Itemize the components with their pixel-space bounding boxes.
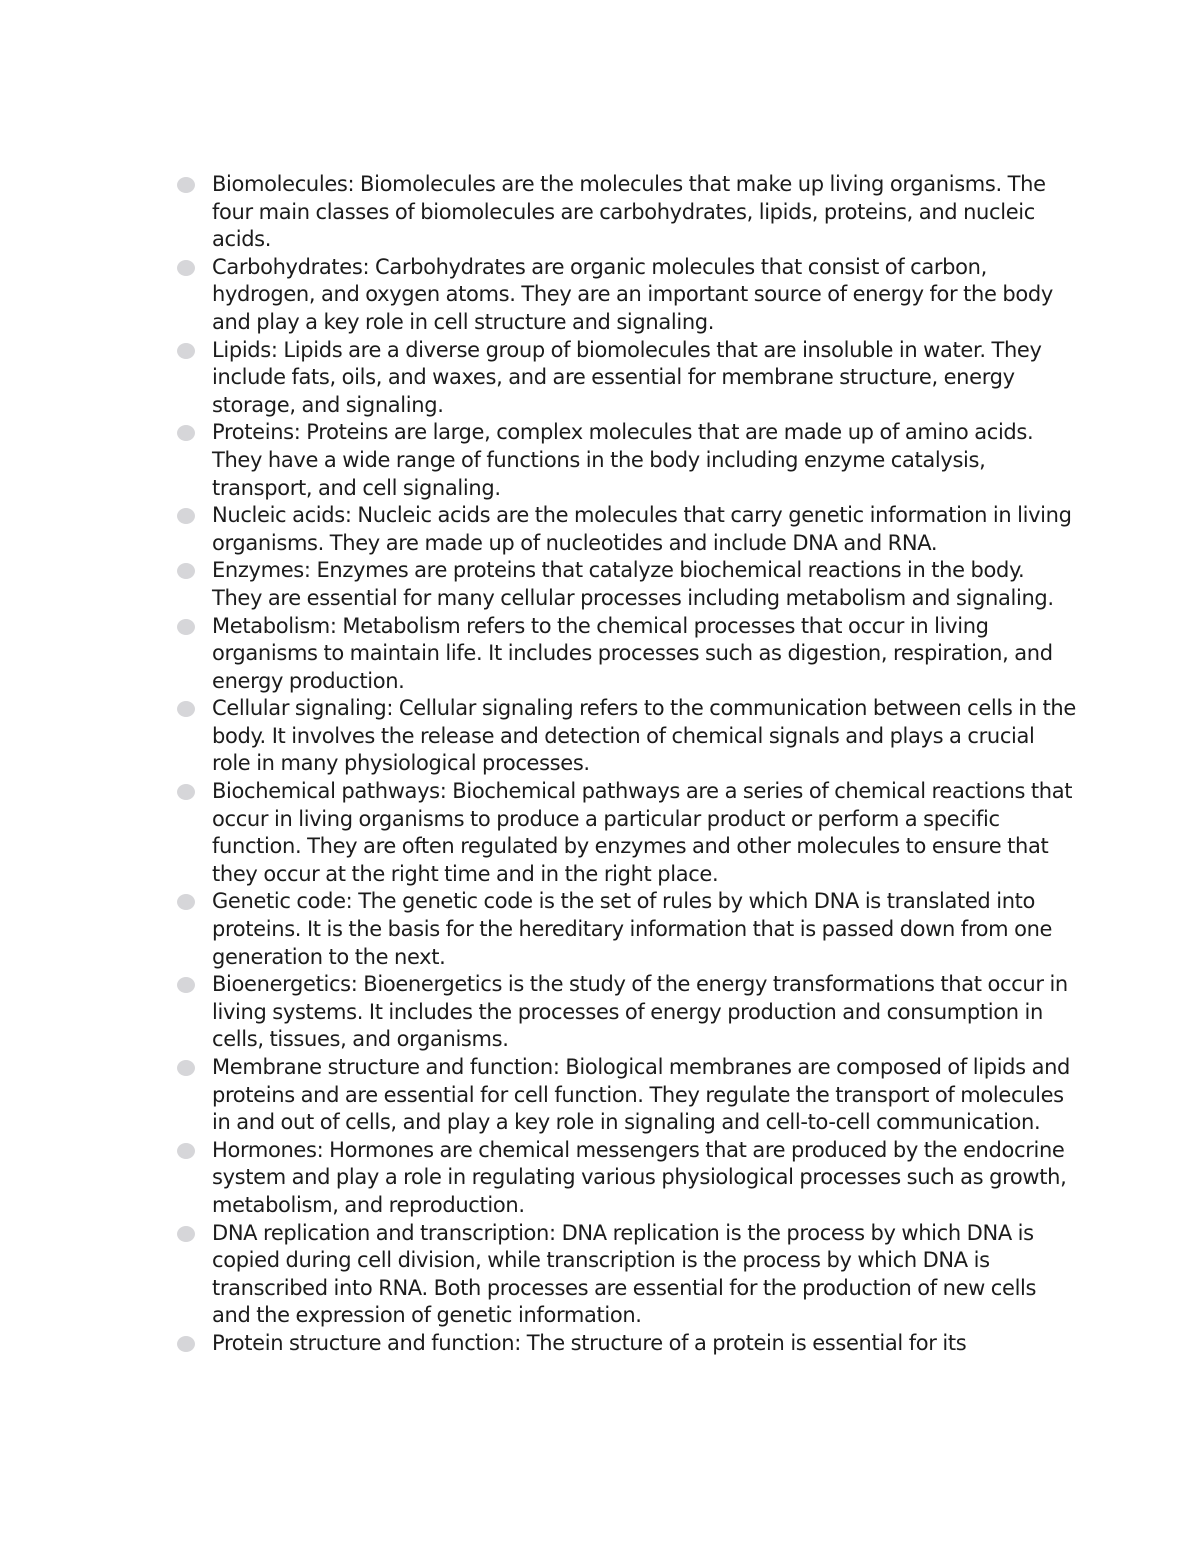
list-item <box>176 613 1076 696</box>
list-item-text: Enzymes: Enzymes are proteins that catalyze biochemical reactions in the body. They are essential for many cellular processes including metabolism and signaling. <box>212 558 1054 610</box>
list-item-text: Bioenergetics: Bioenergetics is the study of the energy transformations that occur in living systems. It includes the processes of energy production and consumption in cells, tissues, and organisms. <box>212 972 1068 1052</box>
list-item-text: Protein structure and function: The structure of a protein is essential for its <box>212 1330 967 1355</box>
list-item-text: Carbohydrates: Carbohydrates are organic molecules that consist of carbon, hydrogen, and oxygen atoms. They are an important source of energy for the body and play a key role in cell structure and signaling. <box>212 254 1053 334</box>
list-item-text: Biomolecules: Biomolecules are the molecules that make up living organisms. The four main classes of biomolecules are carbohydrates, lipids, proteins, and nucleic acids. <box>212 172 1046 252</box>
list-item <box>176 1330 1076 1358</box>
bullet-icon <box>177 1226 195 1242</box>
list-item-text: Metabolism: Metabolism refers to the chemical processes that occur in living organisms to maintain life. It includes processes such as digestion, respiration, and energy production. <box>212 613 1053 693</box>
list-item-text: Cellular signaling: Cellular signaling refers to the communication between cells in the body. It involves the release and detection of chemical signals and plays a crucial role in many physiological processes. <box>212 696 1076 776</box>
list-item <box>176 695 1076 778</box>
bullet-icon <box>177 425 195 441</box>
bullet-list <box>176 171 1076 1358</box>
bullet-icon <box>177 894 195 910</box>
list-item <box>176 254 1076 337</box>
list-item <box>176 1220 1076 1330</box>
list-item <box>176 502 1076 557</box>
bullet-icon <box>177 343 195 359</box>
bullet-icon <box>177 177 195 193</box>
list-item <box>176 888 1076 971</box>
list-item-text: Biochemical pathways: Biochemical pathways are a series of chemical reactions that occur in living organisms to produce a particular product or perform a specific function. They are often regulated by enzymes and other molecules to ensure that they occur at the right time and in the right place. <box>212 779 1073 886</box>
list-item-text: Lipids: Lipids are a diverse group of biomolecules that are insoluble in water. They include fats, oils, and waxes, and are essential for membrane structure, energy storage, and signaling. <box>212 337 1042 417</box>
list-item <box>176 778 1076 888</box>
list-item <box>176 557 1076 612</box>
list-item-text: Membrane structure and function: Biological membranes are composed of lipids and proteins and are essential for cell function. They regulate the transport of molecules in and out of cells, and play a key role in signaling and cell-to-cell communication. <box>212 1055 1071 1135</box>
list-item <box>176 971 1076 1054</box>
list-item-text: Genetic code: The genetic code is the set of rules by which DNA is translated into proteins. It is the basis for the hereditary information that is passed down from one generation to the next. <box>212 889 1053 969</box>
list-item-text: Hormones: Hormones are chemical messengers that are produced by the endocrine system and play a role in regulating various physiological processes such as growth, metabolism, and reproduction. <box>212 1137 1067 1217</box>
list-item <box>176 1054 1076 1137</box>
list-item-text: Proteins: Proteins are large, complex molecules that are made up of amino acids. They have a wide range of functions in the body including enzyme catalysis, transport, and cell signaling. <box>212 420 1034 500</box>
list-item-text: DNA replication and transcription: DNA replication is the process by which DNA is copied during cell division, while transcription is the process by which DNA is transcribed into RNA. Both processes are essential for the production of new cells and the expression of genetic information. <box>212 1220 1037 1328</box>
list-item <box>176 419 1076 502</box>
bullet-icon <box>177 784 195 800</box>
bullet-icon <box>177 701 195 717</box>
bullet-icon <box>177 260 195 276</box>
list-item <box>176 171 1076 254</box>
bullet-icon <box>177 1143 195 1159</box>
bullet-icon <box>177 977 195 993</box>
bullet-icon <box>177 1336 195 1352</box>
list-item-text: Nucleic acids: Nucleic acids are the molecules that carry genetic information in living organisms. They are made up of nucleotides and include DNA and RNA. <box>212 503 1072 555</box>
bullet-icon <box>177 508 195 524</box>
list-item <box>176 337 1076 420</box>
bullet-icon <box>177 619 195 635</box>
bullet-icon <box>177 1060 195 1076</box>
list-item <box>176 1137 1076 1220</box>
bullet-icon <box>177 563 195 579</box>
